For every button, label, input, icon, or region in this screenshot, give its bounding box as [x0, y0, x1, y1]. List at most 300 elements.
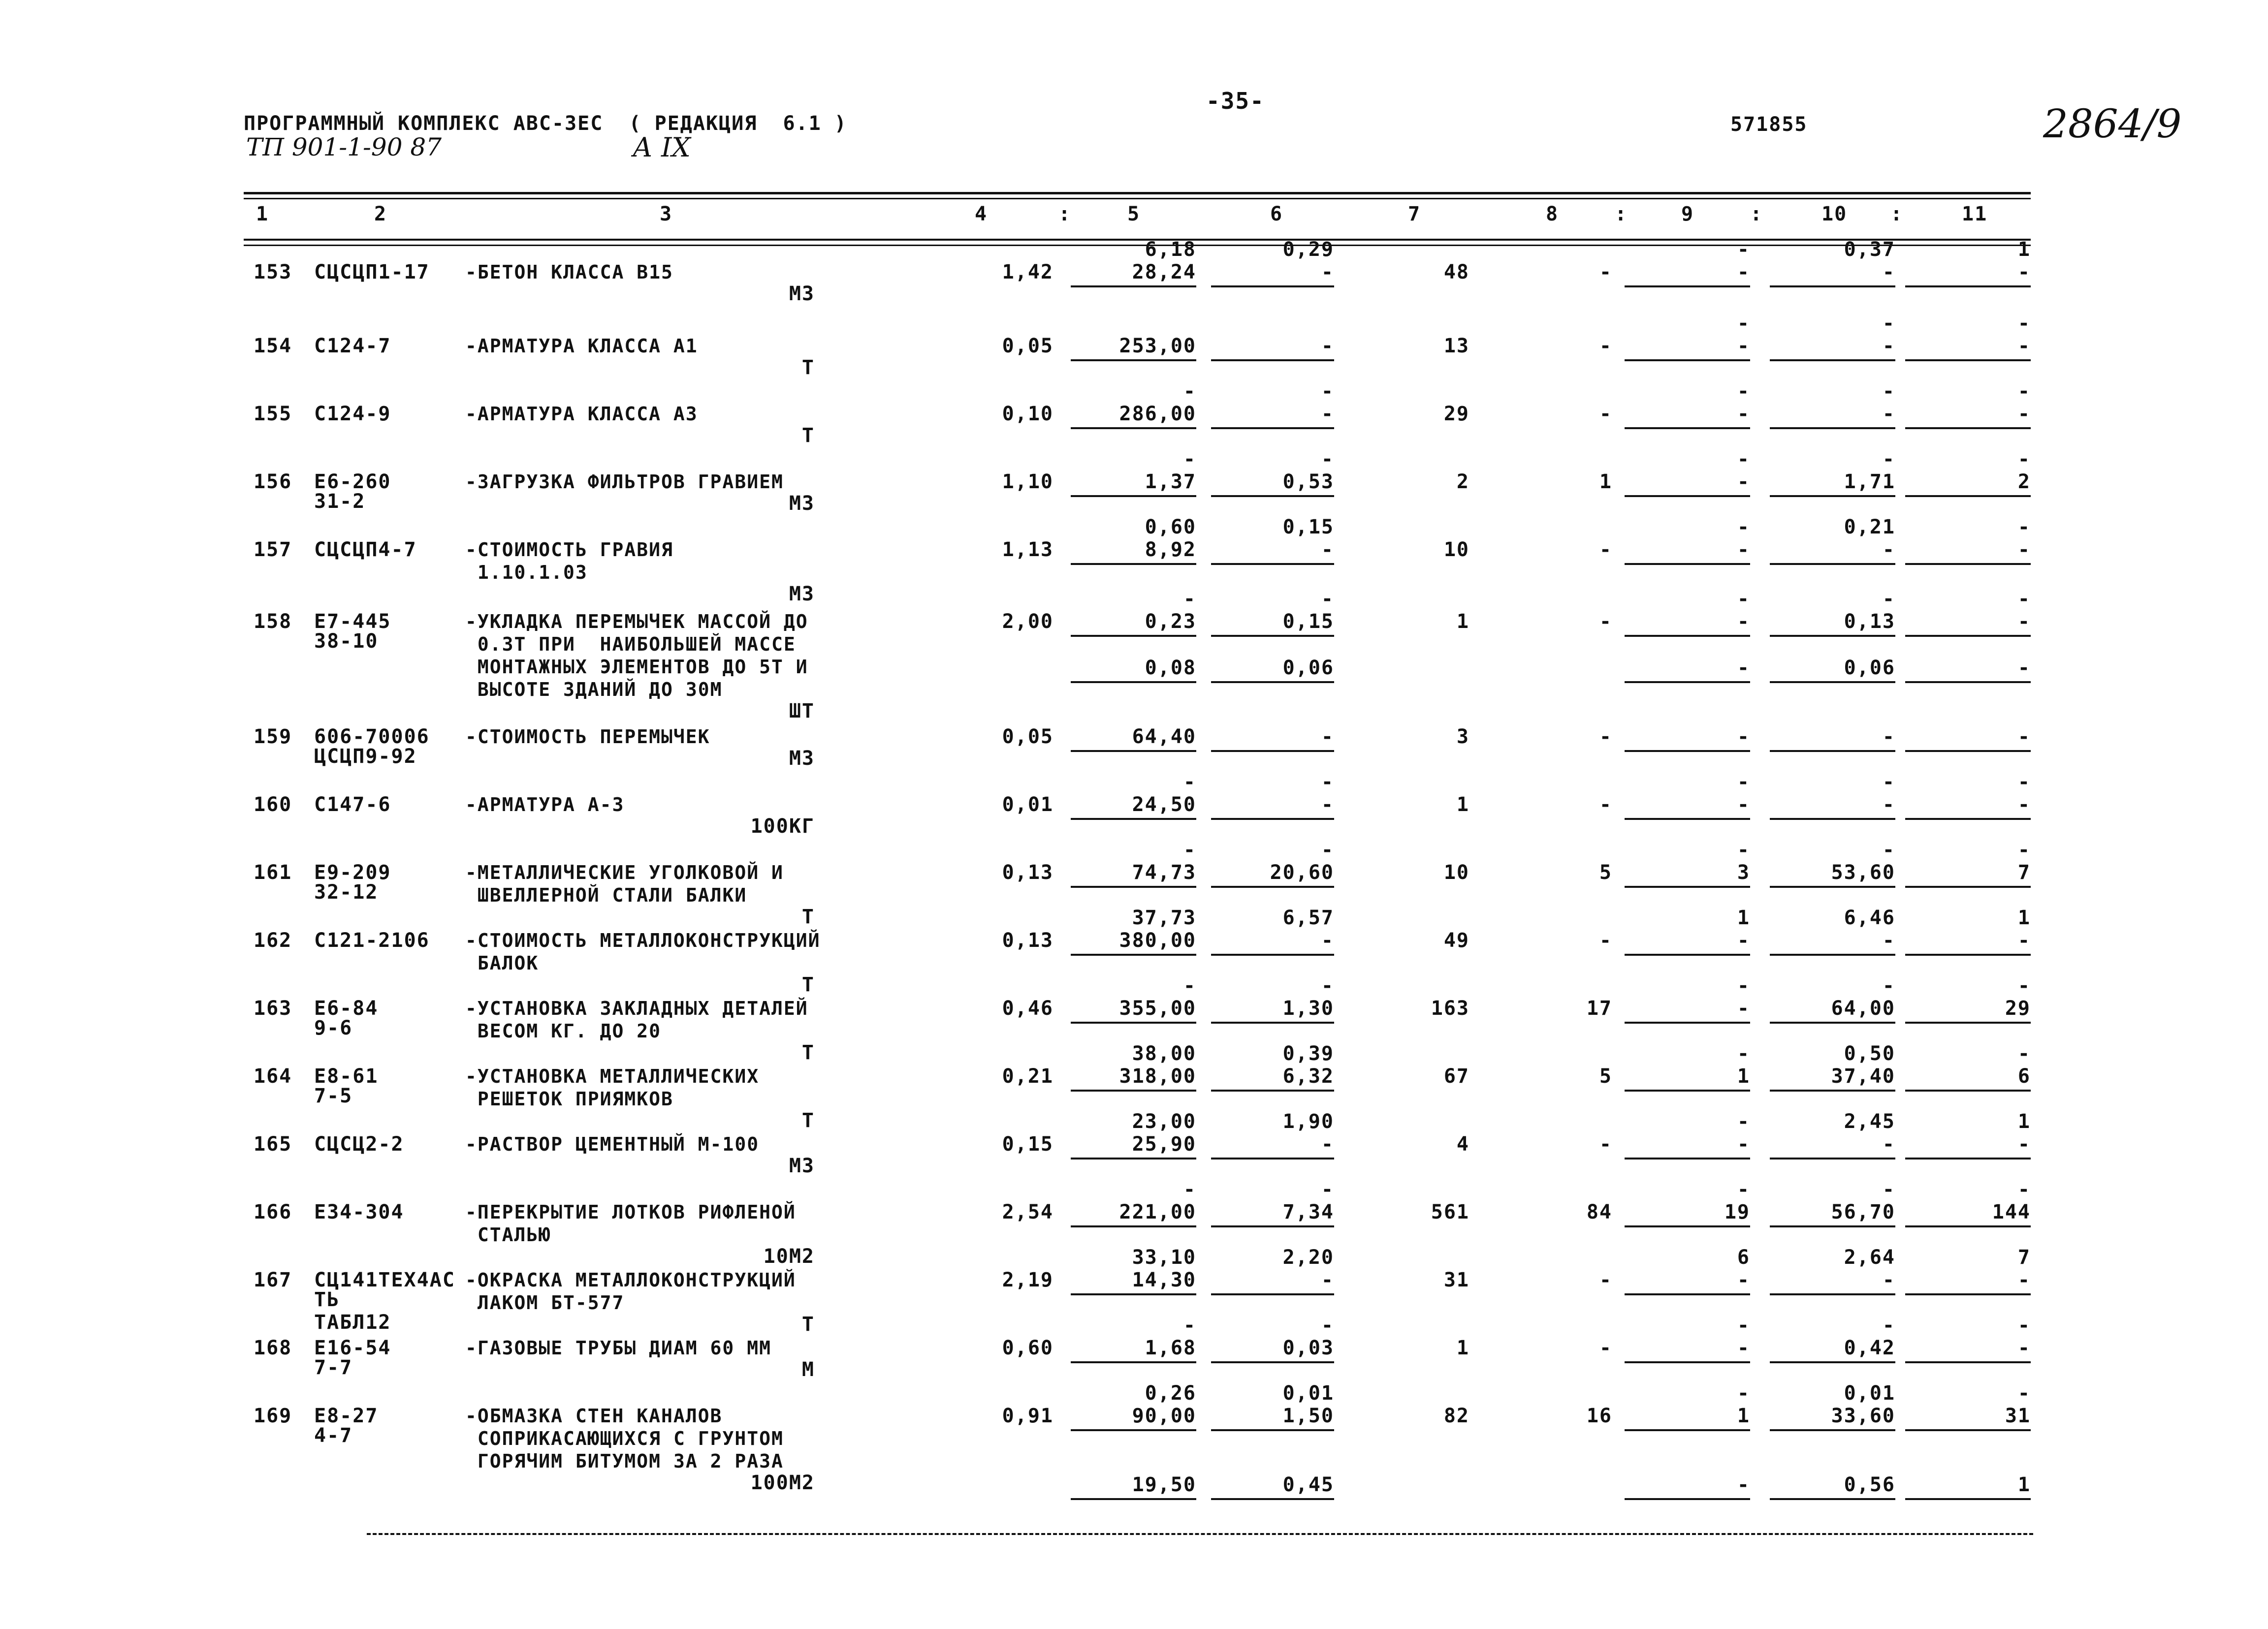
value-underline [1071, 954, 1196, 956]
row-number: 159 [254, 725, 292, 748]
row-col10-top: 0,50 [1844, 1042, 1895, 1065]
row-col6-top: 0,15 [1282, 516, 1334, 538]
row-quantity: 0,13 [1002, 929, 1054, 952]
row-description: -СТОИМОСТЬ ПЕРЕМЫЧЕК [465, 726, 710, 748]
row-col11: - [2017, 261, 2031, 283]
row-col9-top: - [1737, 238, 1750, 261]
row-col11: - [2017, 335, 2031, 357]
value-underline [1770, 750, 1895, 752]
row-col9-top: - [1737, 516, 1750, 538]
value-underline [1770, 427, 1895, 429]
row-col6-top: - [1321, 839, 1334, 861]
row-unit: Т [801, 1313, 815, 1336]
value-underline [1770, 635, 1895, 637]
row-col10: 0,42 [1844, 1337, 1895, 1359]
row-col10-top: - [1882, 771, 1895, 793]
row-col10: - [1882, 403, 1895, 425]
row-description: -УСТАНОВКА ЗАКЛАДНЫХ ДЕТАЛЕЙ ВЕСОМ КГ. ДО 20 [465, 998, 808, 1042]
row-col10: 33,60 [1831, 1405, 1895, 1427]
value-underline [1071, 495, 1196, 497]
row-col6: 7,34 [1282, 1201, 1334, 1223]
column-header-2: 2 [374, 203, 387, 225]
row-quantity: 1,10 [1002, 470, 1054, 493]
handwritten-stamp: 2864/9 [2043, 101, 2182, 147]
header-rule-top [244, 192, 2031, 194]
row-col11: - [2017, 725, 2031, 748]
row-col9: 1 [1737, 1065, 1750, 1088]
column-header-4: 4 [975, 203, 988, 225]
row-col6: - [1321, 725, 1334, 748]
row-code: С121-2106 [314, 929, 430, 952]
row-col5: 14,30 [1132, 1269, 1196, 1291]
row-col10: - [1882, 538, 1895, 561]
value-underline [1211, 285, 1334, 287]
row-code: Е34-304 [314, 1201, 404, 1223]
value-underline [1211, 750, 1334, 752]
row-col7: 31 [1443, 1269, 1469, 1291]
value-underline [1211, 1498, 1334, 1500]
row-col7: 1 [1456, 610, 1469, 633]
row-col5: 380,00 [1119, 929, 1196, 952]
row-number: 157 [254, 538, 292, 561]
row-code-secondary: 38-10 [314, 630, 379, 653]
page-number: -35- [1206, 88, 1265, 114]
value-underline [1905, 495, 2031, 497]
value-underline [1770, 1090, 1895, 1092]
row-code: Е8-27 [314, 1405, 379, 1427]
row-col10-top: 6,46 [1844, 907, 1895, 929]
project-number: ТП 901-1-90 87 [246, 133, 442, 161]
row-col9-top: - [1737, 1314, 1750, 1337]
row-col11-top: - [2017, 448, 2031, 470]
value-underline [1071, 750, 1196, 752]
row-col9: - [1737, 997, 1750, 1020]
row-description: -АРМАТУРА КЛАССА А1 [465, 335, 698, 357]
row-quantity: 0,13 [1002, 861, 1054, 884]
row-col7: 67 [1443, 1065, 1469, 1088]
row-col7: 2 [1456, 470, 1469, 493]
row-quantity: 0,01 [1002, 793, 1054, 816]
row-description: -ПЕРЕКРЫТИЕ ЛОТКОВ РИФЛЕНОЙ СТАЛЬЮ [465, 1201, 796, 1246]
row-unit: Т [801, 973, 815, 996]
row-col11: 6 [2017, 1065, 2031, 1088]
row-col10-top: - [1882, 448, 1895, 470]
row-col6-top: - [1321, 588, 1334, 610]
value-underline [1211, 1090, 1334, 1092]
value-underline [1071, 1090, 1196, 1092]
row-number: 163 [254, 997, 292, 1020]
value-underline [1071, 1361, 1196, 1363]
row-code: Е8-61 [314, 1065, 379, 1088]
album-label: А IX [633, 132, 691, 163]
row-col7: 29 [1443, 403, 1469, 425]
row-col5: 318,00 [1119, 1065, 1196, 1088]
value-underline [1905, 1498, 2031, 1500]
row-code-secondary: 32-12 [314, 881, 379, 904]
row-col7: 3 [1456, 725, 1469, 748]
value-underline [1905, 1090, 2031, 1092]
column-header-14: : [1890, 203, 1904, 225]
value-underline [1770, 495, 1895, 497]
row-unit: М3 [789, 583, 815, 605]
row-col9-top: - [1737, 1110, 1750, 1133]
row-col5-top: 23,00 [1132, 1110, 1196, 1133]
row-col6: - [1321, 538, 1334, 561]
row-col9-top: - [1737, 1042, 1750, 1065]
row-col6: - [1321, 403, 1334, 425]
value-underline [1211, 1225, 1334, 1227]
row-col5-top: 37,73 [1132, 907, 1196, 929]
value-underline [1770, 359, 1895, 361]
row-col6: 20,60 [1270, 861, 1334, 884]
value-underline [1770, 1429, 1895, 1431]
row-col11-top: - [2017, 771, 2031, 793]
row-col5: 253,00 [1119, 335, 1196, 357]
row-col6-top: 2,20 [1282, 1246, 1334, 1269]
row-col10: - [1882, 335, 1895, 357]
row-col11: - [2017, 1133, 2031, 1156]
row-col11-top: 1 [2017, 1110, 2031, 1133]
row-description: -УСТАНОВКА МЕТАЛЛИЧЕСКИХ РЕШЕТОК ПРИЯМКОВ [465, 1065, 760, 1110]
row-col7: 163 [1431, 997, 1469, 1020]
value-underline [1770, 285, 1895, 287]
value-underline [1770, 1293, 1895, 1295]
row-col9: - [1737, 1133, 1750, 1156]
value-underline [1211, 954, 1334, 956]
value-underline [1625, 1022, 1750, 1024]
value-underline [1071, 681, 1196, 683]
row-col8: - [1599, 1337, 1612, 1359]
value-underline [1071, 285, 1196, 287]
row-col5-top: - [1183, 588, 1196, 610]
row-number: 162 [254, 929, 292, 952]
row-col6: 0,15 [1282, 610, 1334, 633]
value-underline [1770, 886, 1895, 888]
column-header-10: : [1615, 203, 1628, 225]
row-col10-top: - [1882, 1314, 1895, 1337]
row-col11: - [2017, 929, 2031, 952]
row-col7: 10 [1443, 861, 1469, 884]
row-col9-top: - [1737, 1382, 1750, 1405]
row-col10: 0,13 [1844, 610, 1895, 633]
row-col6: - [1321, 1269, 1334, 1291]
row-col7: 10 [1443, 538, 1469, 561]
row-col10-top: 2,45 [1844, 1110, 1895, 1133]
row-col8: 84 [1586, 1201, 1612, 1223]
row-col5: 90,00 [1132, 1405, 1196, 1427]
value-underline [1211, 359, 1334, 361]
value-underline [1071, 1293, 1196, 1295]
row-col7: 49 [1443, 929, 1469, 952]
row-col10: 0,56 [1844, 1473, 1895, 1496]
row-col9-top: 6 [1737, 1246, 1750, 1269]
value-underline [1770, 818, 1895, 820]
value-underline [1071, 563, 1196, 565]
row-col5: 1,68 [1145, 1337, 1196, 1359]
program-title: ПРОГРАММНЫЙ КОМПЛЕКС АВС-3ЕС ( РЕДАКЦИЯ 6.1 ) [244, 112, 847, 135]
value-underline [1211, 818, 1334, 820]
value-underline [1905, 681, 2031, 683]
row-col7: 13 [1443, 335, 1469, 357]
row-description: -АРМАТУРА КЛАССА А3 [465, 403, 698, 425]
row-col6: 0,45 [1282, 1473, 1334, 1496]
row-code-secondary: 4-7 [314, 1424, 353, 1447]
row-unit: М3 [789, 492, 815, 515]
header-rule-top-2 [244, 198, 2031, 199]
row-col5: 28,24 [1132, 261, 1196, 283]
row-col10: 37,40 [1831, 1065, 1895, 1088]
value-underline [1770, 1225, 1895, 1227]
row-col9: - [1737, 725, 1750, 748]
row-col9: 1 [1737, 1405, 1750, 1427]
row-col6-top: 6,57 [1282, 907, 1334, 929]
row-col10: - [1882, 929, 1895, 952]
row-col7: 82 [1443, 1405, 1469, 1427]
value-underline [1905, 1429, 2031, 1431]
row-col9-top: 1 [1737, 907, 1750, 929]
row-col6-top: - [1321, 1178, 1334, 1201]
value-underline [1770, 1158, 1895, 1159]
row-col5-top: 38,00 [1132, 1042, 1196, 1065]
row-description: -ОКРАСКА МЕТАЛЛОКОНСТРУКЦИЙ ЛАКОМ БТ-577 [465, 1269, 796, 1314]
value-underline [1211, 495, 1334, 497]
row-number: 161 [254, 861, 292, 884]
row-col6: 0,06 [1282, 657, 1334, 679]
row-col6: - [1321, 929, 1334, 952]
row-number: 164 [254, 1065, 292, 1088]
row-unit: 100КГ [750, 815, 815, 838]
value-underline [1905, 750, 2031, 752]
value-underline [1625, 681, 1750, 683]
value-underline [1625, 1498, 1750, 1500]
row-quantity: 0,91 [1002, 1405, 1054, 1427]
row-number: 165 [254, 1133, 292, 1156]
value-underline [1211, 1361, 1334, 1363]
row-quantity: 2,54 [1002, 1201, 1054, 1223]
row-col10: 1,71 [1844, 470, 1895, 493]
row-col5-top: - [1183, 839, 1196, 861]
row-code: Е7-445 [314, 610, 391, 633]
row-col9-top: - [1737, 839, 1750, 861]
row-description: -ОБМАЗКА СТЕН КАНАЛОВ СОПРИКАСАЮЩИХСЯ С ГРУНТОМ ГОРЯЧИМ БИТУМОМ ЗА 2 РАЗА [465, 1405, 784, 1472]
value-underline [1625, 495, 1750, 497]
row-col5-top: - [1183, 1314, 1196, 1337]
row-description: -УКЛАДКА ПЕРЕМЫЧЕК МАССОЙ ДО 0.3Т ПРИ НАИБОЛЬШЕЙ МАССЕ МОНТАЖНЫХ ЭЛЕМЕНТОВ ДО 5Т И ВЫСОТЕ ЗДАНИЙ ДО 30М [465, 611, 808, 700]
row-quantity: 0,15 [1002, 1133, 1054, 1156]
row-description: -АРМАТУРА А-3 [465, 794, 625, 815]
row-description: -СТОИМОСТЬ ГРАВИЯ 1.10.1.03 [465, 539, 673, 583]
row-col9-top: - [1737, 312, 1750, 335]
row-col5: 0,08 [1145, 657, 1196, 679]
row-col6-top: - [1321, 1314, 1334, 1337]
row-col9: - [1737, 1269, 1750, 1291]
row-number: 167 [254, 1269, 292, 1291]
value-underline [1905, 1022, 2031, 1024]
value-underline [1770, 1361, 1895, 1363]
row-col11-top: 1 [2017, 907, 2031, 929]
row-col5: 74,73 [1132, 861, 1196, 884]
row-col6: 1,50 [1282, 1405, 1334, 1427]
row-unit: Т [801, 1109, 815, 1132]
row-col7: 1 [1456, 793, 1469, 816]
value-underline [1625, 954, 1750, 956]
column-header-5: : [1058, 203, 1072, 225]
row-number: 169 [254, 1405, 292, 1427]
row-col5: 25,90 [1132, 1133, 1196, 1156]
row-col10: - [1882, 1133, 1895, 1156]
value-underline [1905, 1293, 2031, 1295]
row-col11: 7 [2017, 861, 2031, 884]
row-unit: М [801, 1358, 815, 1381]
row-col6-top: - [1321, 974, 1334, 997]
value-underline [1770, 954, 1895, 956]
row-col5: 0,23 [1145, 610, 1196, 633]
row-col11: 29 [2005, 997, 2031, 1020]
row-col11-top: - [2017, 1042, 2031, 1065]
row-col6-top: 0,39 [1282, 1042, 1334, 1065]
row-col9: - [1737, 657, 1750, 679]
column-header-8: 7 [1408, 203, 1421, 225]
row-unit: ШТ [789, 700, 815, 722]
row-unit: М3 [789, 282, 815, 305]
row-code: Е6-84 [314, 997, 379, 1020]
row-quantity: 0,05 [1002, 335, 1054, 357]
value-underline [1905, 1361, 2031, 1363]
value-underline [1625, 1293, 1750, 1295]
value-underline [1905, 285, 2031, 287]
row-col11: - [2017, 403, 2031, 425]
row-number: 156 [254, 470, 292, 493]
row-code-secondary: 31-2 [314, 490, 366, 513]
row-quantity: 2,19 [1002, 1269, 1054, 1291]
value-underline [1625, 359, 1750, 361]
row-col9: - [1737, 403, 1750, 425]
row-col8: - [1599, 261, 1612, 283]
row-col5-top: - [1183, 448, 1196, 470]
value-underline [1625, 563, 1750, 565]
row-description: -ГАЗОВЫЕ ТРУБЫ ДИАМ 60 ММ [465, 1337, 771, 1359]
row-col10: - [1882, 725, 1895, 748]
row-code-secondary: 7-7 [314, 1356, 353, 1379]
row-col8: 5 [1599, 1065, 1612, 1088]
row-col10-top: - [1882, 588, 1895, 610]
row-code: С147-6 [314, 793, 391, 816]
row-col9: - [1737, 261, 1750, 283]
row-col6-top: 1,90 [1282, 1110, 1334, 1133]
row-code: СЦСЦП4-7 [314, 538, 417, 561]
value-underline [1071, 886, 1196, 888]
value-underline [1211, 1158, 1334, 1159]
row-col10: 64,00 [1831, 997, 1895, 1020]
row-quantity: 0,05 [1002, 725, 1054, 748]
row-col8: 1 [1599, 470, 1612, 493]
value-underline [1071, 1429, 1196, 1431]
row-quantity: 0,10 [1002, 403, 1054, 425]
row-col7: 4 [1456, 1133, 1469, 1156]
row-col10: 56,70 [1831, 1201, 1895, 1223]
value-underline [1625, 285, 1750, 287]
row-col11-top: - [2017, 974, 2031, 997]
value-underline [1071, 359, 1196, 361]
column-header-3: 3 [660, 203, 673, 225]
row-col9-top: - [1737, 771, 1750, 793]
row-code: Е9-209 [314, 861, 391, 884]
column-header-12: : [1750, 203, 1763, 225]
row-col11-top: - [2017, 1314, 2031, 1337]
row-col10-top: - [1882, 312, 1895, 335]
row-col5-top: 0,60 [1145, 516, 1196, 538]
row-description: -СТОИМОСТЬ МЕТАЛЛОКОНСТРУКЦИЙ БАЛОК [465, 930, 821, 974]
column-header-1: 1 [256, 203, 269, 225]
column-header-7: 6 [1270, 203, 1283, 225]
row-code: С124-9 [314, 403, 391, 425]
row-quantity: 0,60 [1002, 1337, 1054, 1359]
value-underline [1625, 1090, 1750, 1092]
row-col10-top: - [1882, 1178, 1895, 1201]
row-col9: - [1737, 1337, 1750, 1359]
row-col11: 31 [2005, 1405, 2031, 1427]
row-col6: - [1321, 1133, 1334, 1156]
row-col9: - [1737, 929, 1750, 952]
row-col5-top: 33,10 [1132, 1246, 1196, 1269]
row-quantity: 0,21 [1002, 1065, 1054, 1088]
row-col8: - [1599, 793, 1612, 816]
row-col6: - [1321, 793, 1334, 816]
row-col11: - [2017, 610, 2031, 633]
value-underline [1211, 681, 1334, 683]
row-col8: - [1599, 538, 1612, 561]
value-underline [1625, 1158, 1750, 1159]
row-unit: М3 [789, 747, 815, 770]
value-underline [1625, 1225, 1750, 1227]
row-number: 160 [254, 793, 292, 816]
row-col11: - [2017, 657, 2031, 679]
row-col6: 6,32 [1282, 1065, 1334, 1088]
row-col5: 24,50 [1132, 793, 1196, 816]
row-quantity: 0,46 [1002, 997, 1054, 1020]
row-col11: 2 [2017, 470, 2031, 493]
column-header-9: 8 [1546, 203, 1559, 225]
row-col10-top: 0,21 [1844, 516, 1895, 538]
row-col9-top: - [1737, 588, 1750, 610]
row-col6: 0,53 [1282, 470, 1334, 493]
row-code: СЦ141ТЕХ4АС [314, 1269, 455, 1291]
row-col6: 0,03 [1282, 1337, 1334, 1359]
row-col5: 1,37 [1145, 470, 1196, 493]
column-header-13: 10 [1821, 203, 1848, 225]
row-col8: - [1599, 1269, 1612, 1291]
row-col5-top: - [1183, 380, 1196, 403]
value-underline [1770, 681, 1895, 683]
row-col5: 19,50 [1132, 1473, 1196, 1496]
row-col11-top: - [2017, 839, 2031, 861]
row-unit: Т [801, 906, 815, 928]
row-col11: 144 [1992, 1201, 2031, 1223]
value-underline [1905, 1225, 2031, 1227]
value-underline [1625, 1361, 1750, 1363]
row-col11: 1 [2017, 1473, 2031, 1496]
row-quantity: 1,42 [1002, 261, 1054, 283]
row-col10: 53,60 [1831, 861, 1895, 884]
row-col10: - [1882, 1269, 1895, 1291]
row-col9-top: - [1737, 1178, 1750, 1201]
row-col6: - [1321, 335, 1334, 357]
row-col7: 561 [1431, 1201, 1469, 1223]
row-col9-top: - [1737, 448, 1750, 470]
row-col8: 5 [1599, 861, 1612, 884]
row-unit: 100М2 [750, 1472, 815, 1494]
footer-rule [367, 1533, 2033, 1535]
